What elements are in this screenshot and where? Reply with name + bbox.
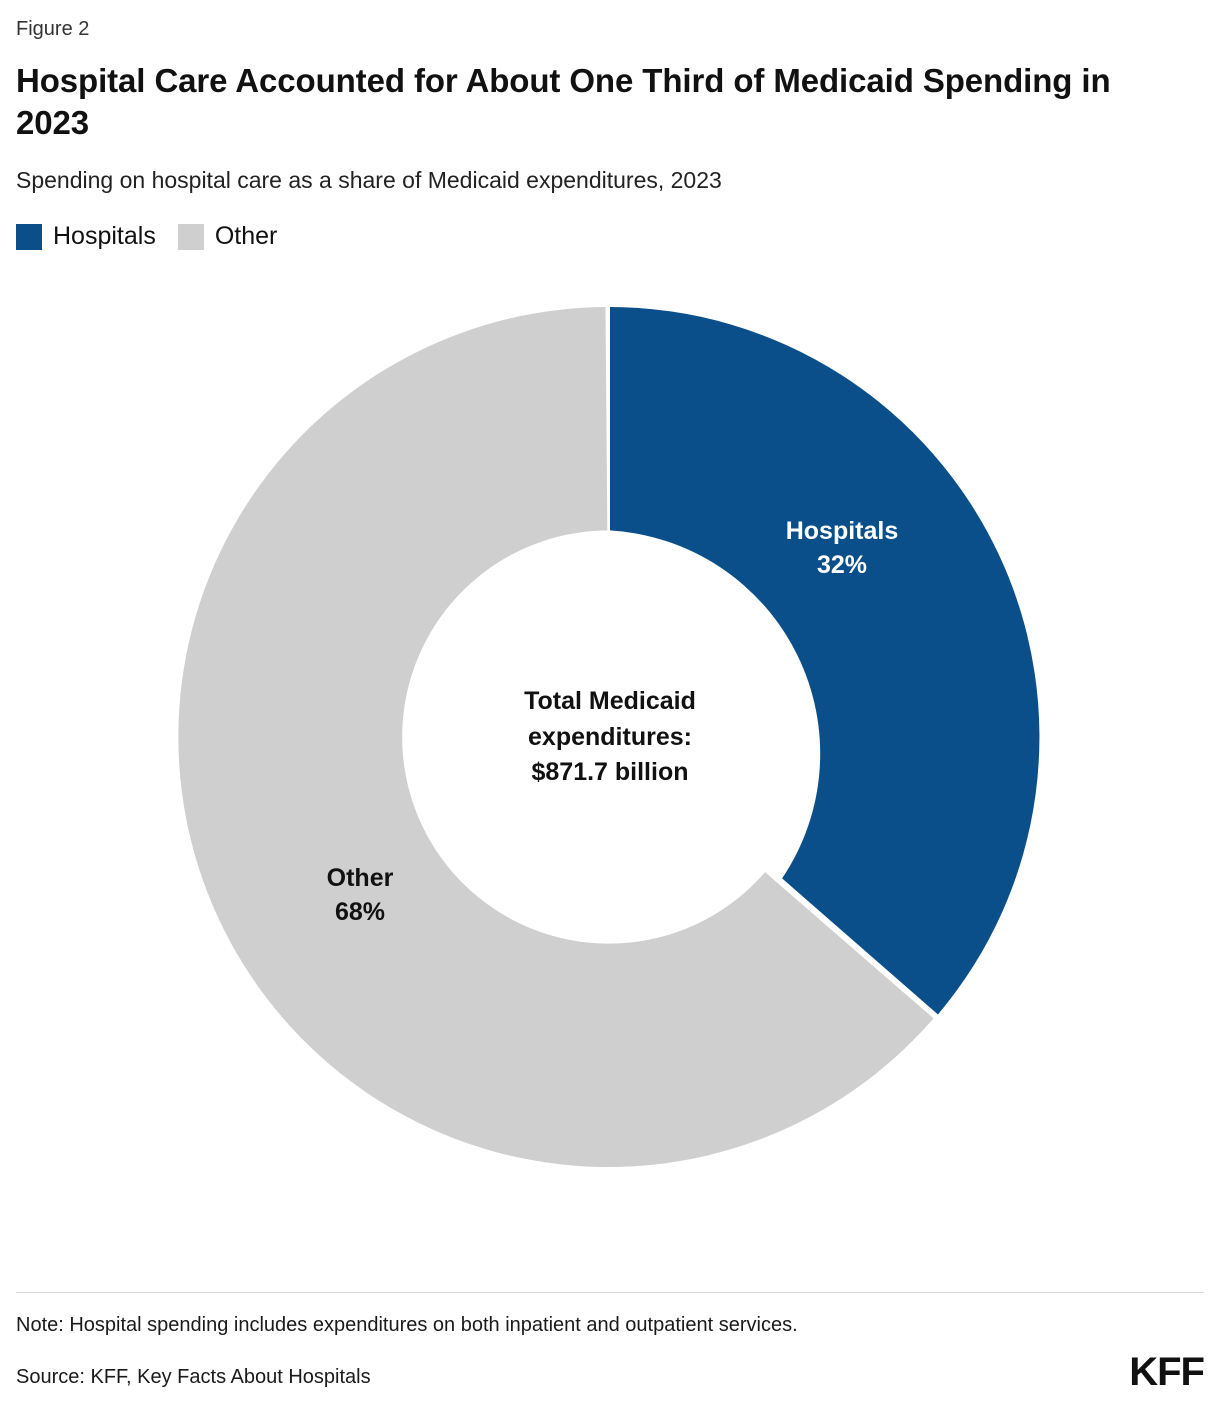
slice-label-other (250, 862, 470, 930)
chart-source: Source: KFF, Key Facts About Hospitals (16, 1366, 371, 1388)
legend-swatch-other (178, 224, 204, 250)
center-line-1: Total Medicaid (524, 687, 696, 716)
footer-divider (16, 1292, 1204, 1293)
center-line-2: expenditures: (528, 722, 692, 751)
legend-item-hospitals[interactable] (16, 222, 156, 251)
donut-chart (150, 277, 1070, 1197)
legend-label-other: Other (214, 222, 278, 251)
slice-label-hospitals-name: Hospitals (785, 517, 899, 546)
page-title: Hospital Care Accounted for About One Third of Medicaid Spending in 2023 (16, 62, 1111, 142)
center-line-3: $871.7 billion (531, 758, 689, 787)
donut-center-label (445, 684, 775, 791)
chart-footer (16, 1292, 1204, 1392)
legend-label-hospitals: Hospitals (53, 222, 156, 251)
donut-slice-hospitals[interactable] (610, 307, 1039, 1014)
slice-label-other-value: 68% (334, 898, 386, 927)
legend-item-other[interactable] (178, 222, 278, 251)
source-row (16, 1352, 1204, 1392)
slice-label-hospitals (732, 515, 952, 583)
legend-swatch-hospitals (16, 224, 42, 250)
chart-area (16, 265, 1204, 1255)
slice-label-other-name: Other (326, 864, 394, 893)
kff-logo: KFF (1129, 1350, 1204, 1394)
slice-label-hospitals-value: 32% (816, 551, 868, 580)
chart-legend (16, 222, 1204, 251)
figure-label: Figure 2 (16, 18, 90, 40)
chart-subtitle: Spending on hospital care as a share of Medicaid expenditures, 2023 (16, 167, 722, 194)
chart-note: Note: Hospital spending includes expenditures on both inpatient and outpatient services. (16, 1314, 798, 1336)
